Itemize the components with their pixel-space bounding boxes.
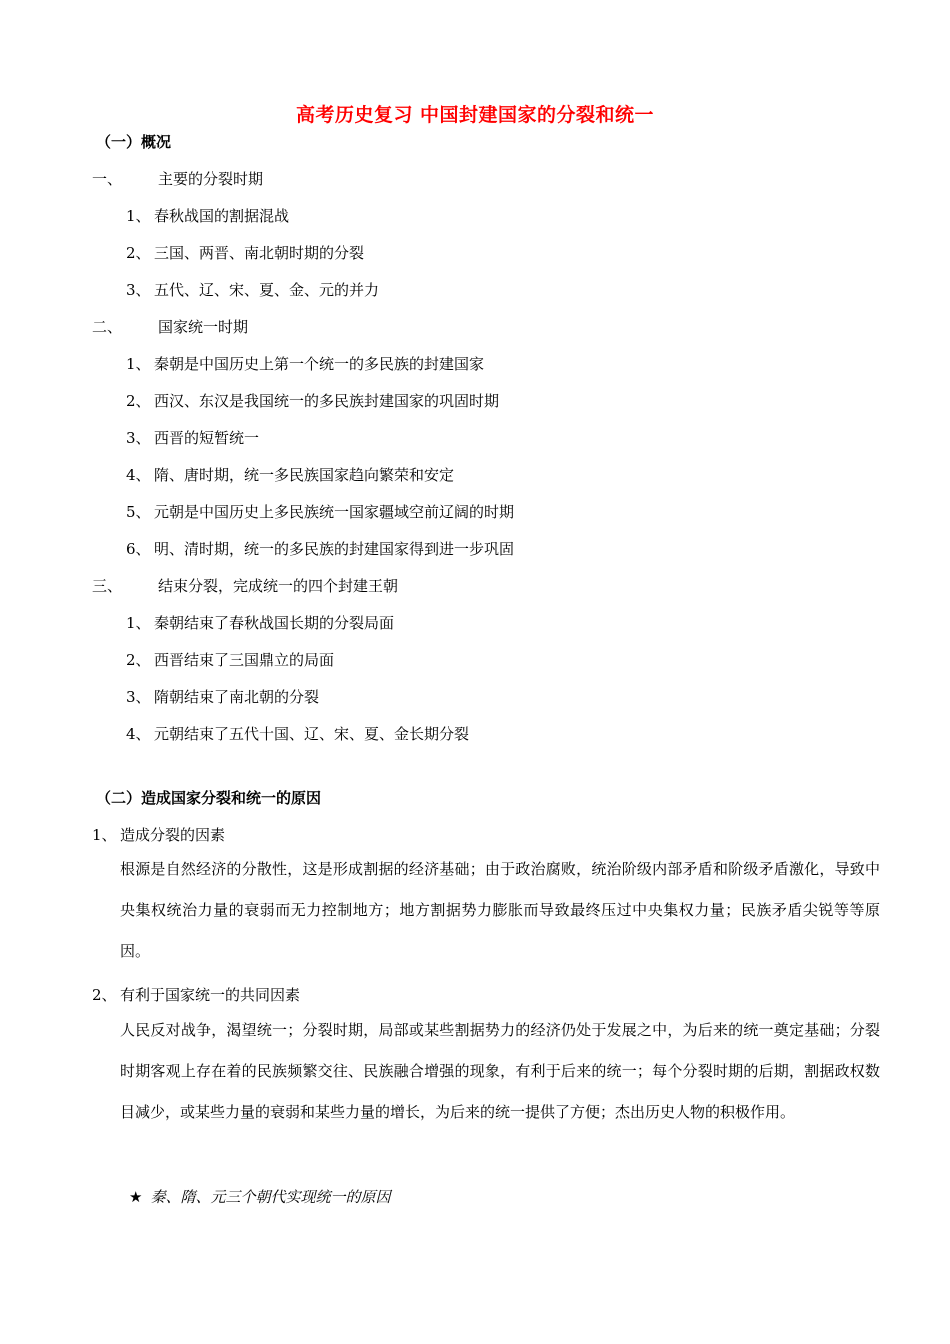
paragraph-unity-factors: 人民反对战争，渴望统一；分裂时期，局部或某些割据势力的经济仍处于发展之中，为后来的统一奠定基础；分裂时期客观上存在着的民族频繁交往、民族融合增强的现象，有利于后来的统一；每个分裂时期的后期，割据政权数目减少，或某些力量的衰弱和某些力量的增长，为后来的统一提供了方便；杰出历史人物的积极作用。 (120, 1021, 880, 1121)
list-item: 2、 西晋结束了三国鼎立的局面 (126, 651, 335, 669)
list-item: 1、 春秋战国的割据混战 (126, 207, 290, 225)
part-marker: 一、 (92, 170, 123, 188)
section-heading-overview: （一）概况 (96, 133, 172, 151)
sub-heading-unity-factors: 2、 有利于国家统一的共同因素 (92, 986, 301, 1004)
part-label: 国家统一时期 (158, 318, 249, 336)
list-item: 6、 明、清时期，统一的多民族的封建国家得到进一步巩固 (126, 540, 515, 558)
list-item: 1、 秦朝是中国历史上第一个统一的多民族的封建国家 (126, 355, 485, 373)
part-heading-split-periods (92, 168, 263, 189)
list-item: 2、 西汉、东汉是我国统一的多民族封建国家的巩固时期 (126, 392, 500, 410)
list-item: 4、 元朝结束了五代十国、辽、宋、夏、金长期分裂 (126, 725, 470, 743)
list-item: 2、 三国、两晋、南北朝时期的分裂 (126, 244, 365, 262)
sub-heading-split-factors: 1、 造成分裂的因素 (92, 826, 226, 844)
part-label: 主要的分裂时期 (158, 170, 264, 188)
list-item: 3、 五代、辽、宋、夏、金、元的并力 (126, 281, 380, 299)
part-marker: 二、 (92, 318, 123, 336)
part-heading-four-dynasties (92, 575, 398, 596)
star-icon: ★ (129, 1188, 143, 1206)
list-item: 5、 元朝是中国历史上多民族统一国家疆域空前辽阔的时期 (126, 503, 515, 521)
part-marker: 三、 (92, 577, 123, 595)
section-heading-causes: （二）造成国家分裂和统一的原因 (96, 789, 322, 807)
part-heading-unification-periods (92, 316, 248, 337)
star-item-text: 秦、隋、元三个朝代实现统一的原因 (150, 1188, 391, 1206)
list-item: 4、 隋、唐时期，统一多民族国家趋向繁荣和安定 (126, 466, 455, 484)
page-title: 高考历史复习 中国封建国家的分裂和统一 (295, 104, 655, 126)
star-bullet-item (129, 1186, 390, 1207)
list-item: 3、 西晋的短暂统一 (126, 429, 260, 447)
paragraph-split-factors: 根源是自然经济的分散性，这是形成割据的经济基础；由于政治腐败，统治阶级内部矛盾和阶级矛盾激化，导致中央集权统治力量的衰弱而无力控制地方；地方割据势力膨胀而导致最终压过中央集权力量；民族矛盾尖锐等等原因。 (120, 860, 880, 960)
list-item: 3、 隋朝结束了南北朝的分裂 (126, 688, 320, 706)
list-item: 1、 秦朝结束了春秋战国长期的分裂局面 (126, 614, 395, 632)
part-label: 结束分裂，完成统一的四个封建王朝 (158, 577, 399, 595)
